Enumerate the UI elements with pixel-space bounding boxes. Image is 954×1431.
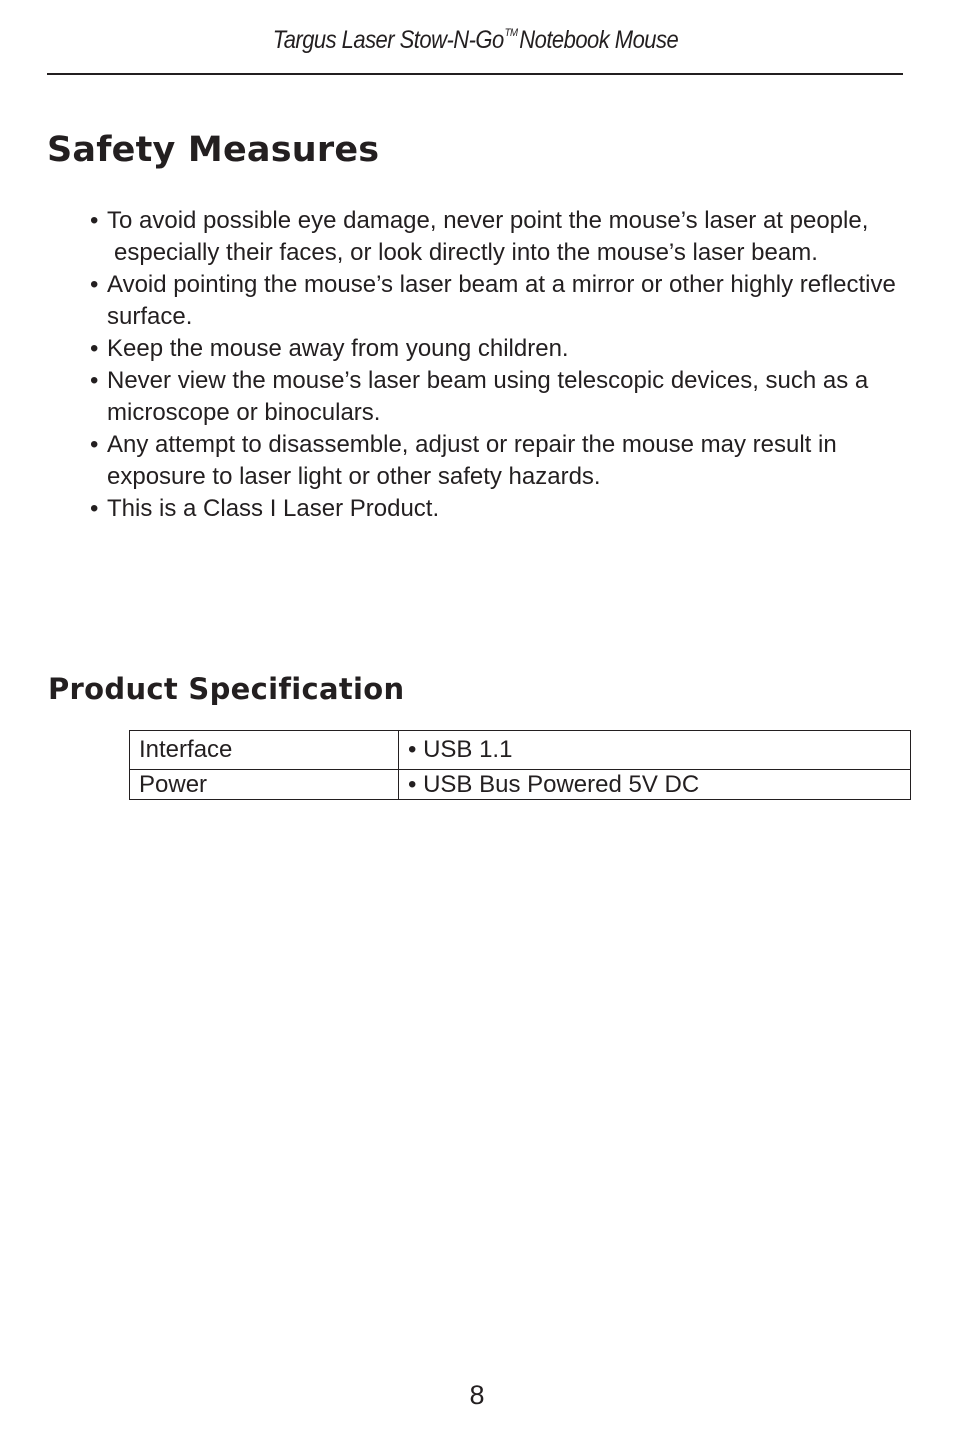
bullet-icon: • [90,431,99,458]
page-number: 8 [469,1380,485,1410]
running-header [99,26,851,55]
header-rule [47,73,903,75]
bullet-icon: • [90,335,99,362]
list-item-text: Never view the mouse’s laser beam using telescopic devices, such as a microscope or binoculars. [107,367,869,426]
bullet-icon: • [90,207,99,234]
list-item [90,205,920,269]
list-item-text: Keep the mouse away from young children. [107,335,569,362]
table-row [130,731,911,770]
list-item-text: To avoid possible eye damage, never point the mouse’s laser at people, especially their faces, or look directly into the mouse’s laser beam. [107,207,869,266]
list-item-text: This is a Class I Laser Product. [107,495,440,522]
header-title: Targus Laser Stow-N-Go [272,26,504,54]
bullet-icon: • [90,367,99,394]
list-item-text: Any attempt to disassemble, adjust or repair the mouse may result in exposure to laser light or other safety hazards. [107,431,837,490]
list-item [90,429,920,493]
safety-heading: Safety Measures [47,130,380,170]
spec-label-cell: Power [130,770,399,800]
spec-value-cell: • USB Bus Powered 5V DC [399,770,911,800]
list-item [90,365,920,429]
spec-label-cell: Interface [130,731,399,770]
trademark-symbol: TM [504,27,518,39]
bullet-icon: • [90,495,99,522]
table-row [130,770,911,800]
bullet-icon: • [90,271,99,298]
spec-value-cell: • USB 1.1 [399,731,911,770]
list-item-text: Avoid pointing the mouse’s laser beam at a mirror or other highly reflective surface. [107,271,896,330]
header-subtitle: Notebook Mouse [519,26,679,54]
spec-heading: Product Specification [48,672,405,706]
safety-list [90,205,920,525]
list-item [90,493,920,525]
list-item [90,269,920,333]
list-item [90,333,920,365]
spec-table [129,730,911,800]
